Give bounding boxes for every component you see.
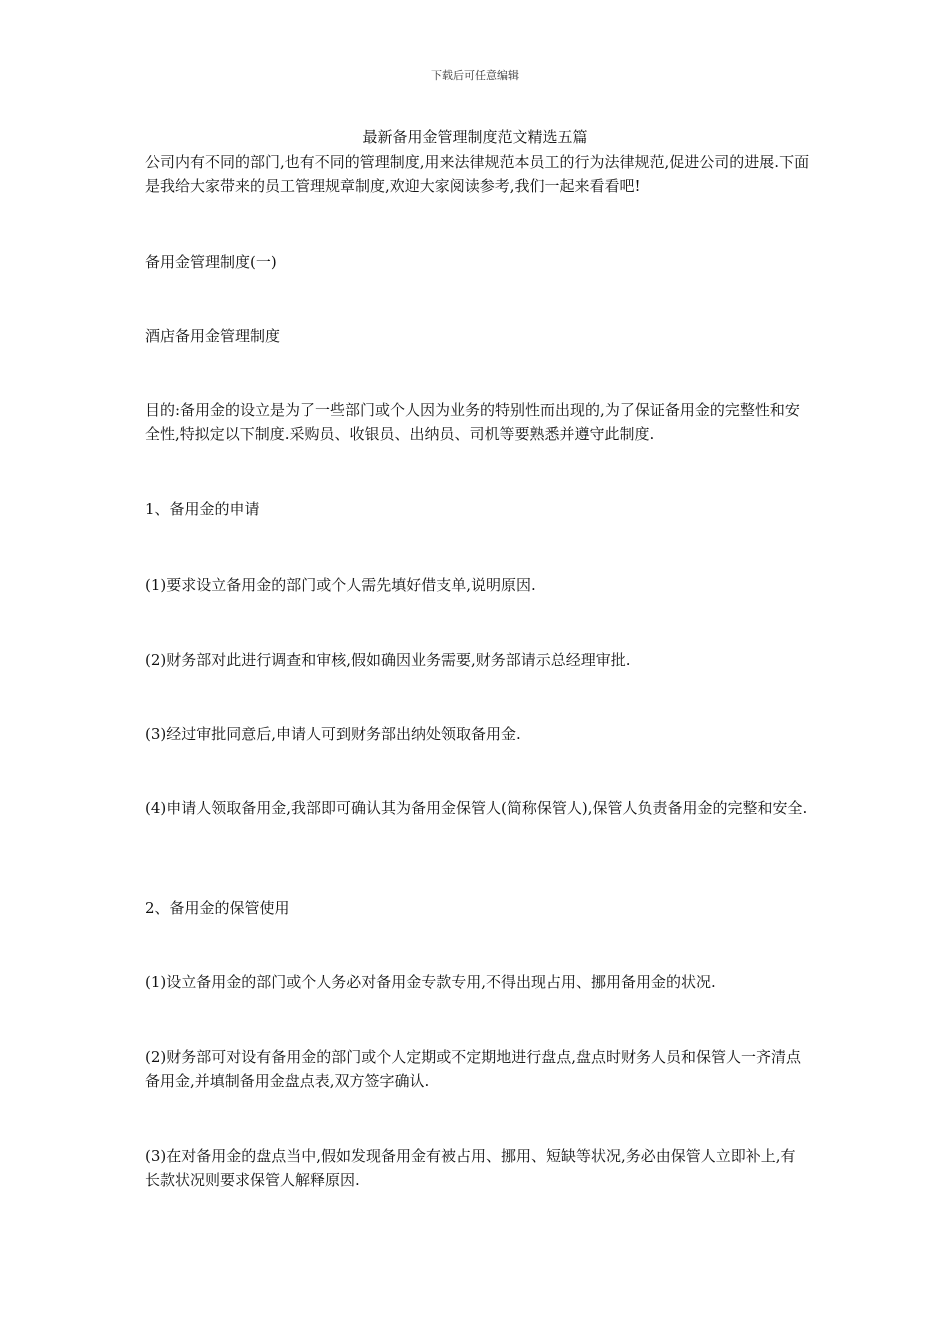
subsection-heading: 酒店备用金管理制度 xyxy=(145,327,281,345)
clause-heading: 2、备用金的保管使用 xyxy=(145,899,290,917)
clause-item: (2)财务部对此进行调查和审核,假如确因业务需要,财务部请示总经理审批. xyxy=(145,651,631,669)
clause-heading: 1、备用金的申请 xyxy=(145,500,260,518)
section-heading: 备用金管理制度(一) xyxy=(145,253,277,271)
clause-item: (1)设立备用金的部门或个人务必对备用金专款专用,不得出现占用、挪用备用金的状况. xyxy=(145,973,716,991)
intro-paragraph: 公司内有不同的部门,也有不同的管理制度,用来法律规范本员工的行为法律规范,促进公司的进展.下面是我给大家带来的员工管理规章制度,欢迎大家阅读参考,我们一起来看看吧! xyxy=(145,153,810,195)
clause-item: (3)在对备用金的盘点当中,假如发现备用金有被占用、挪用、短缺等状况,务必由保管人立即补上,有长款状况则要求保管人解释原因. xyxy=(145,1147,796,1189)
purpose-paragraph: 目的:备用金的设立是为了一些部门或个人因为业务的特别性而出现的,为了保证备用金的完整性和安全性,特拟定以下制度.采购员、收银员、出纳员、司机等要熟悉并遵守此制度. xyxy=(145,401,800,443)
clause-item: (2)财务部可对设有备用金的部门或个人定期或不定期地进行盘点,盘点时财务人员和保管人一齐清点备用金,并填制备用金盘点表,双方签字确认. xyxy=(145,1048,802,1090)
header-note: 下载后可任意编辑 xyxy=(431,69,519,82)
clause-item: (3)经过审批同意后,申请人可到财务部出纳处领取备用金. xyxy=(145,725,521,743)
clause-item: (4)申请人领取备用金,我部即可确认其为备用金保管人(简称保管人),保管人负责备用金的完整和安全. xyxy=(145,799,808,817)
clause-item: (1)要求设立备用金的部门或个人需先填好借支单,说明原因. xyxy=(145,576,536,594)
document-title: 最新备用金管理制度范文精选五篇 xyxy=(362,128,588,146)
